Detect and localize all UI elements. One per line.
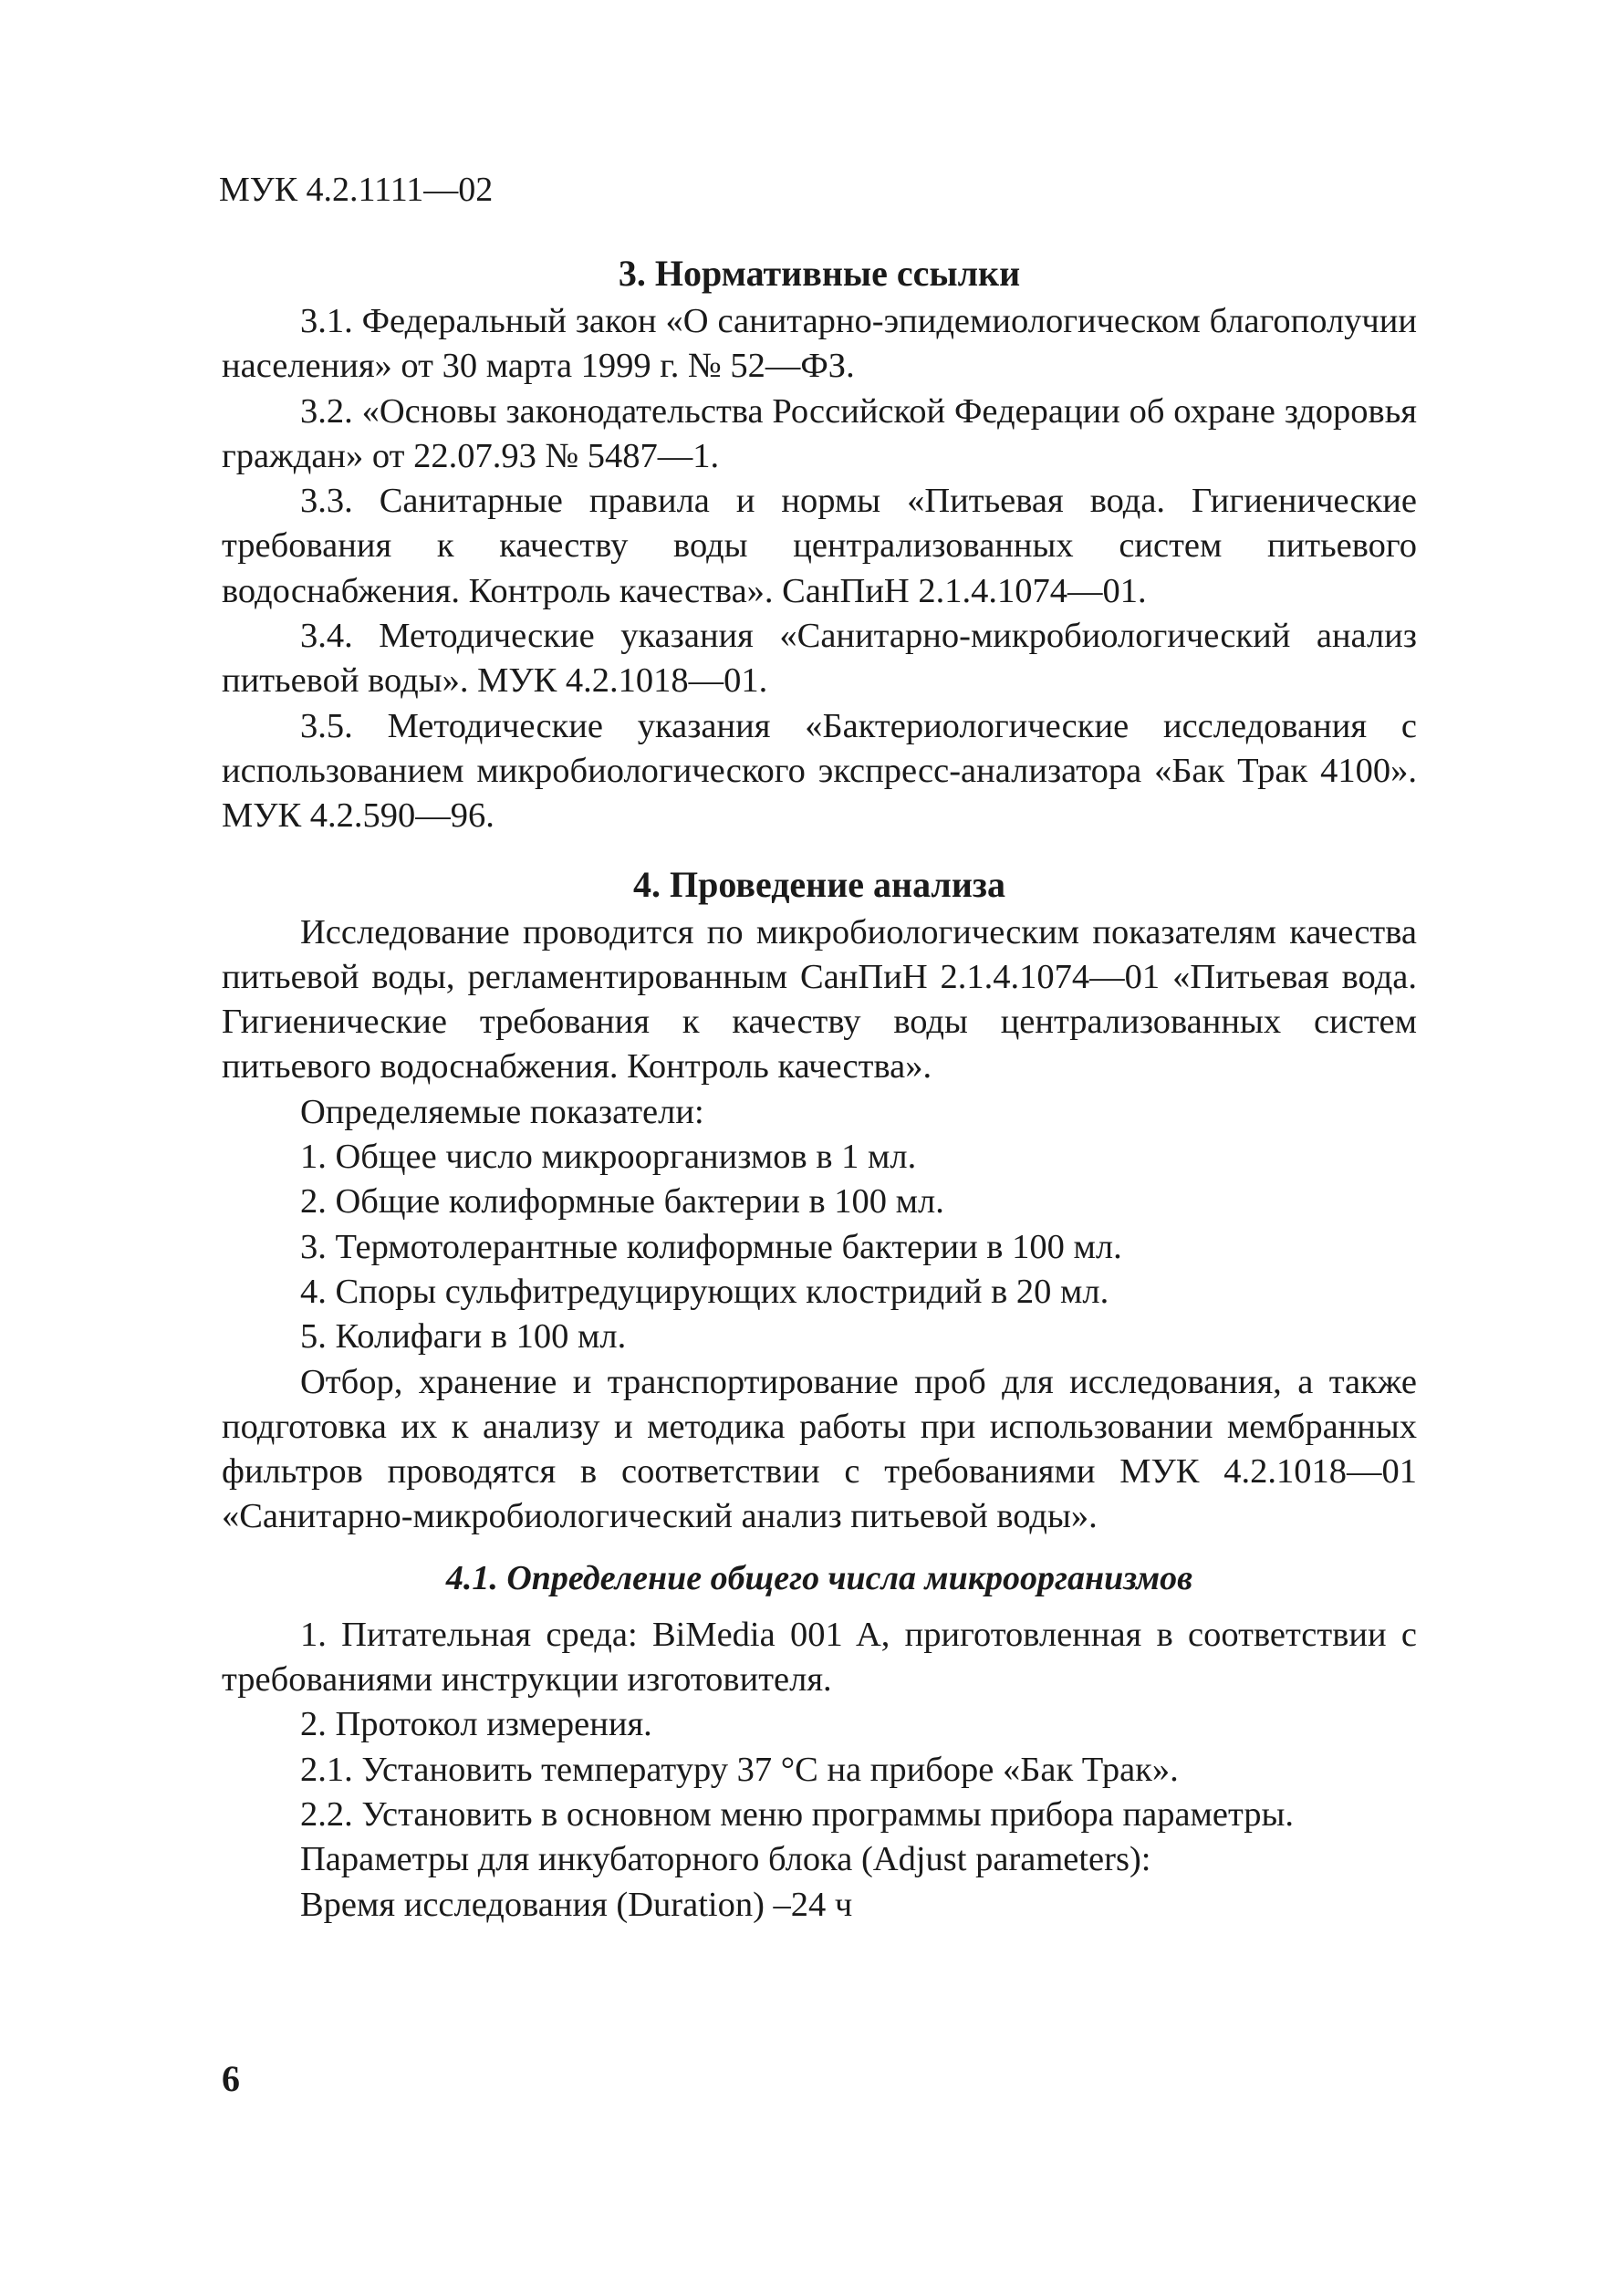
duration-parameter: Время исследования (Duration) –24 ч: [300, 1885, 853, 1924]
step-1: 1. Питательная среда: BiMedia 001 A, приготовленная в соответствии с требованиями инструкции изготовителя.: [222, 1615, 1417, 1700]
body-text: [222, 248, 1417, 1928]
section-4-intro: Исследование проводится по микробиологическим показателям качества питьевой воды, регламентированным СанПиН 2.1.4.1074—01 «Питьевая вода. Гигиенические требования к качеству воды централизованных систем питьевого водоснабжения. Контроль качества».: [222, 912, 1417, 1087]
ref-3-4: 3.4. Методические указания «Санитарно-микробиологический анализ питьевой воды». МУК 4.2.1018—01.: [222, 617, 1417, 701]
indicator-2: 2. Общие колиформные бактерии в 100 мл.: [300, 1182, 944, 1222]
indicator-3: 3. Термотолерантные колиформные бактерии в 100 мл.: [300, 1227, 1122, 1266]
incubator-parameters: Параметры для инкубаторного блока (Adjust parameters):: [300, 1840, 1151, 1879]
indicators-title: Определяемые показатели:: [300, 1092, 704, 1131]
step-2-2: 2.2. Установить в основном меню программы прибора параметры.: [300, 1794, 1295, 1834]
indicator-4: 4. Споры сульфитредуцирующих клостридий в 20 мл.: [300, 1272, 1109, 1311]
step-2: 2. Протокол измерения.: [300, 1705, 652, 1744]
subsection-4-1-heading: 4.1. Определение общего числа микроорганизмов: [445, 1558, 1193, 1597]
sampling-paragraph: Отбор, хранение и транспортирование проб для исследования, а также подготовка их к анализу и методика работы при использовании мембранных фильтров проводятся в соответствии с требованиями МУК 4.2.1018—01 «Санитарно-микробиологический анализ питьевой воды».: [222, 1362, 1417, 1536]
ref-3-2: 3.2. «Основы законодательства Российской Федерации об охране здоровья граждан» от 22.07.93 № 5487—1.: [222, 391, 1417, 475]
indicator-1: 1. Общее число микроорганизмов в 1 мл.: [300, 1138, 917, 1177]
ref-3-1: 3.1. Федеральный закон «О санитарно-эпидемиологическом благополучии населения» от 30 марта 1999 г. № 52—ФЗ.: [222, 302, 1417, 386]
page-number: 6: [222, 2058, 240, 2099]
ref-3-5: 3.5. Методические указания «Бактериологические исследования с использованием микробиологического экспресс-анализатора «Бак Трак 4100». МУК 4.2.590—96.: [222, 706, 1417, 836]
section-3-heading: 3. Нормативные ссылки: [618, 253, 1021, 294]
indicator-5: 5. Колифаги в 100 мл.: [300, 1317, 627, 1357]
section-4-heading: 4. Проведение анализа: [633, 863, 1005, 905]
ref-3-3: 3.3. Санитарные правила и нормы «Питьевая вода. Гигиенические требования к качеству воды централизованных систем питьевого водоснабжения. Контроль качества». СанПиН 2.1.4.1074—01.: [222, 482, 1417, 610]
step-2-1: 2.1. Установить температуру 37 °С на приборе «Бак Трак».: [300, 1750, 1179, 1789]
document-code: МУК 4.2.1111—02: [219, 171, 494, 209]
